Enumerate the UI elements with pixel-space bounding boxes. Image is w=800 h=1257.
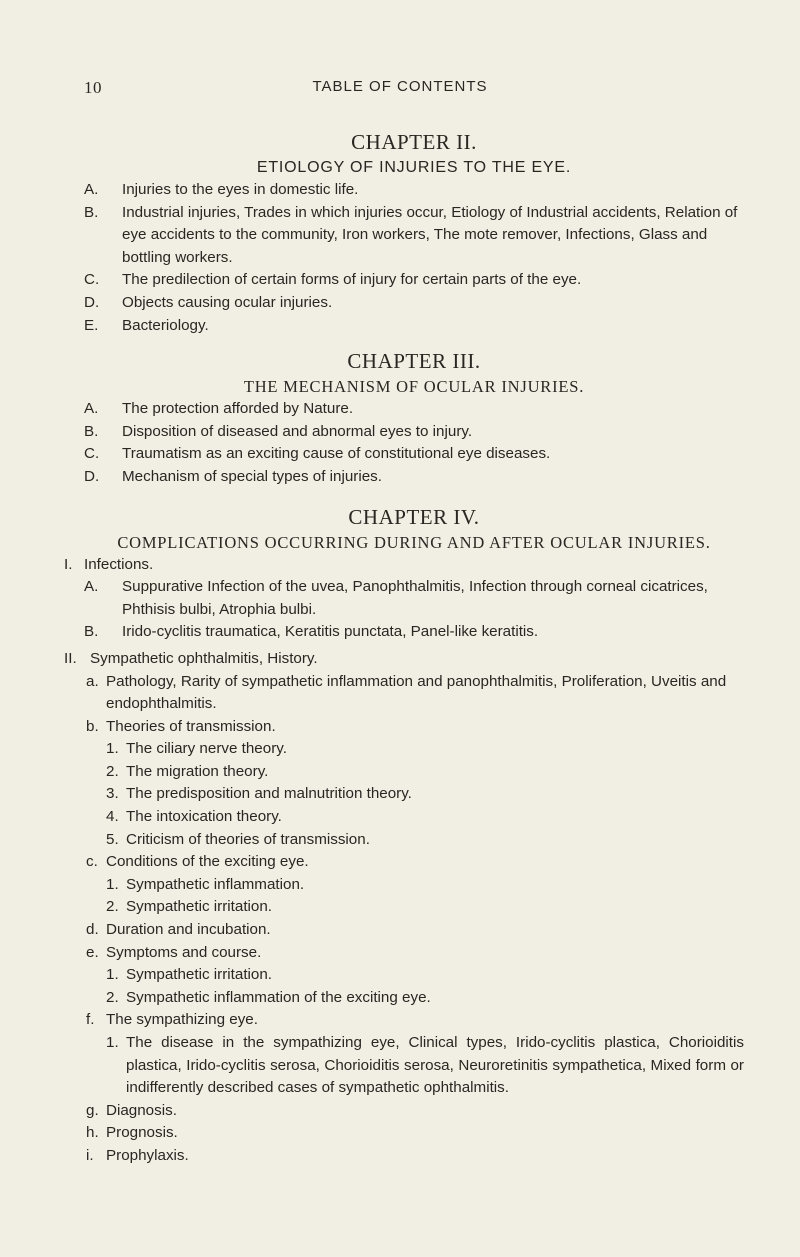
toc-subentry xyxy=(86,851,744,874)
entry-text: The disease in the sympathizing eye, Clinical types, Irido-cyclitis plastica, Chorioiditis plastica, Irido-cyclitis serosa, Chorioiditis serosa, Neuroretinitis sympathetica, Mixed form or indifferently described cases of sympathetic ophthalmitis. xyxy=(126,1034,744,1097)
entry-text: Prophylaxis. xyxy=(106,1146,189,1164)
toc-subentry xyxy=(86,1100,744,1123)
contents-body xyxy=(64,118,744,1168)
entry-label: E. xyxy=(84,316,99,334)
entry-label: e. xyxy=(86,943,99,961)
entry-label: a. xyxy=(86,672,99,690)
entry-text: Duration and incubation. xyxy=(106,921,271,939)
toc-subentry xyxy=(86,919,744,942)
entry-label: i. xyxy=(86,1146,94,1164)
entry-text: Sympathetic irritation. xyxy=(126,898,273,916)
entry-label: b. xyxy=(86,717,99,735)
entry-label: 1. xyxy=(106,1034,119,1051)
entry-label: 5. xyxy=(106,830,119,848)
toc-subentry xyxy=(86,942,744,965)
entry-text: Industrial injuries, Trades in which injuries occur, Etiology of Industrial accidents, Relation of eye accidents to the community, Iron workers, The mote remover, Infections, Glass and bottling workers. xyxy=(122,203,738,266)
entry-label: 4. xyxy=(106,808,119,826)
toc-subsubentry xyxy=(106,806,744,829)
toc-subsubentry xyxy=(106,987,744,1010)
entry-label: 2. xyxy=(106,762,119,780)
toc-entry xyxy=(84,398,744,421)
entry-label: A. xyxy=(84,181,99,198)
toc-entry xyxy=(84,421,744,444)
entry-text: Criticism of theories of transmission. xyxy=(126,830,370,848)
toc-entry xyxy=(84,621,744,644)
entry-label: C. xyxy=(84,445,100,463)
entry-label: 2. xyxy=(106,988,119,1006)
toc-subentry xyxy=(86,671,744,716)
toc-subentry xyxy=(86,1009,744,1032)
entry-text: The ciliary nerve theory. xyxy=(126,740,287,758)
toc-subsubentry xyxy=(106,738,744,761)
entry-label: 1. xyxy=(106,740,119,758)
entry-text: Symptoms and course. xyxy=(106,943,262,961)
running-title: TABLE OF CONTENTS xyxy=(312,78,488,95)
entry-label: B. xyxy=(84,422,99,440)
toc-section xyxy=(64,554,744,577)
toc-subentry xyxy=(86,1122,744,1145)
entry-label: 2. xyxy=(106,898,119,916)
entry-label: A. xyxy=(84,578,99,596)
section-label: II. xyxy=(64,649,77,667)
page-number: 10 xyxy=(84,78,102,97)
toc-subentry xyxy=(86,716,744,739)
entry-text: The intoxication theory. xyxy=(126,808,282,826)
toc-entry xyxy=(84,576,744,621)
entry-text: Injuries to the eyes in domestic life. xyxy=(122,181,359,198)
entry-text: Conditions of the exciting eye. xyxy=(106,853,309,871)
entry-label: 1. xyxy=(106,875,119,893)
toc-subsubentry xyxy=(106,874,744,897)
entry-label: g. xyxy=(86,1101,99,1119)
toc-entry xyxy=(84,292,744,315)
chapter-title: CHAPTER IV. xyxy=(348,504,480,529)
chapter-subtitle: ETIOLOGY OF INJURIES TO THE EYE. xyxy=(256,159,572,176)
entry-text: Prognosis. xyxy=(106,1124,178,1142)
toc-subsubentry xyxy=(106,1032,744,1100)
entry-text: The predisposition and malnutrition theory. xyxy=(126,785,412,803)
entry-text: Traumatism as an exciting cause of constitutional eye diseases. xyxy=(122,445,551,463)
toc-entry xyxy=(84,315,744,338)
entry-label: D. xyxy=(84,467,100,485)
entry-text: Sympathetic irritation. xyxy=(126,966,273,984)
toc-entry xyxy=(84,202,744,270)
toc-subentry xyxy=(86,1145,744,1168)
toc-entry xyxy=(84,443,744,466)
chapter-title: CHAPTER III. xyxy=(347,349,481,374)
chapter-subtitle: THE MECHANISM OF OCULAR INJURIES. xyxy=(243,377,585,397)
entry-label: B. xyxy=(84,623,99,641)
chapter-title: CHAPTER II. xyxy=(351,130,477,154)
entry-text: Irido-cyclitis traumatica, Keratitis punctata, Panel-like keratitis. xyxy=(122,623,539,641)
entry-label: 1. xyxy=(106,966,119,984)
entry-text: Theories of transmission. xyxy=(106,717,276,735)
toc-section xyxy=(64,648,744,671)
toc-entry xyxy=(84,179,744,202)
entry-text: The protection afforded by Nature. xyxy=(122,400,354,418)
toc-entry xyxy=(84,269,744,292)
entry-label: C. xyxy=(84,271,100,289)
entry-label: h. xyxy=(86,1124,99,1142)
section-label: I. xyxy=(64,555,73,573)
entry-text: Sympathetic inflammation. xyxy=(126,875,305,893)
entry-text: The predilection of certain forms of injury for certain parts of the eye. xyxy=(122,271,582,289)
entry-text: Diagnosis. xyxy=(106,1101,177,1119)
toc-subsubentry xyxy=(106,783,744,806)
entry-label: D. xyxy=(84,293,100,311)
section-text: Infections. xyxy=(84,555,154,573)
entry-text: Mechanism of special types of injuries. xyxy=(122,467,382,485)
toc-entry xyxy=(84,466,744,489)
entry-label: A. xyxy=(84,400,99,418)
chapter-subtitle: COMPLICATIONS OCCURRING DURING AND AFTER OCULAR INJURIES. xyxy=(117,532,711,552)
entry-text: The migration theory. xyxy=(126,762,269,780)
toc-subsubentry xyxy=(106,829,744,852)
toc-subsubentry xyxy=(106,964,744,987)
toc-subsubentry xyxy=(106,761,744,784)
entry-label: B. xyxy=(84,203,99,221)
toc-subsubentry xyxy=(106,896,744,919)
entry-label: d. xyxy=(86,921,99,939)
entry-text: Sympathetic inflammation of the exciting eye. xyxy=(126,988,431,1006)
entry-text: Disposition of diseased and abnormal eyes to injury. xyxy=(122,422,473,440)
entry-text: Objects causing ocular injuries. xyxy=(122,293,333,311)
entry-text: Pathology, Rarity of sympathetic inflammation and panophthalmitis, Proliferation, Uveitis and endophthalmitis. xyxy=(106,672,727,713)
section-text: Sympathetic ophthalmitis, History. xyxy=(90,649,318,667)
entry-text: Suppurative Infection of the uvea, Panophthalmitis, Infection through corneal cicatrices, Phthisis bulbi, Atrophia bulbi. xyxy=(122,578,708,618)
entry-label: f. xyxy=(86,1011,95,1029)
entry-text: Bacteriology. xyxy=(122,316,209,334)
entry-label: 3. xyxy=(106,785,119,803)
entry-label: c. xyxy=(86,853,98,871)
entry-text: The sympathizing eye. xyxy=(106,1011,258,1029)
